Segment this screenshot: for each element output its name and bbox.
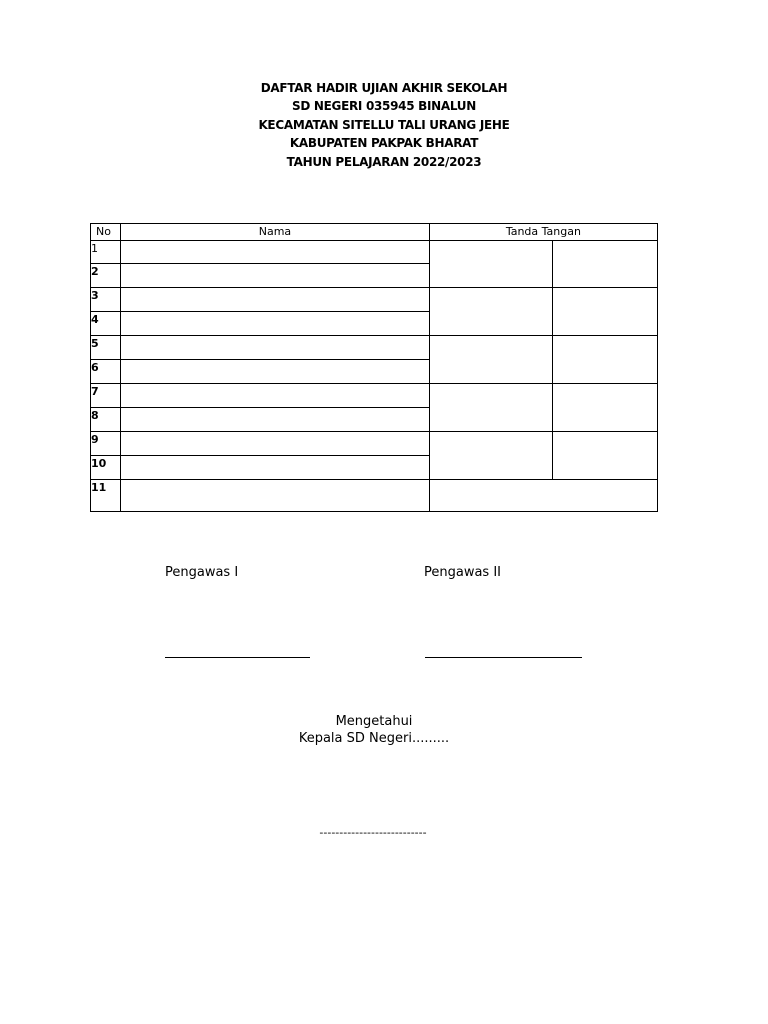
signature-cell-left[interactable] <box>429 384 553 432</box>
column-header-no: No <box>91 224 121 241</box>
header-district: KECAMATAN SITELLU TALI URANG JEHE <box>258 117 510 132</box>
header-title: DAFTAR HADIR UJIAN AKHIR SEKOLAH <box>260 81 508 95</box>
signature-cell-left[interactable] <box>429 288 553 336</box>
kepala-signature-line: --------------------------- <box>319 826 427 839</box>
pengawas-1-signature-line <box>165 657 310 658</box>
name-cell[interactable] <box>121 432 430 456</box>
row-number: 6 <box>91 360 121 384</box>
name-cell[interactable] <box>121 480 430 512</box>
name-cell[interactable] <box>121 312 430 336</box>
attendance-table <box>90 223 658 512</box>
table-row <box>91 241 658 264</box>
table-row <box>91 432 658 456</box>
name-cell[interactable] <box>121 360 430 384</box>
signature-cell-right[interactable] <box>553 336 658 384</box>
kepala-sekolah-label: Kepala SD Negeri......... <box>298 731 450 746</box>
name-cell[interactable] <box>121 264 430 288</box>
header-regency: KABUPATEN PAKPAK BHARAT <box>289 136 479 151</box>
row-number: 7 <box>91 384 121 408</box>
mengetahui-label: Mengetahui <box>335 714 413 729</box>
row-number: 8 <box>91 408 121 432</box>
row-number: 2 <box>91 264 121 288</box>
document-header <box>0 79 768 171</box>
row-number: 4 <box>91 312 121 336</box>
name-cell[interactable] <box>121 336 430 360</box>
name-cell[interactable] <box>121 288 430 312</box>
name-cell[interactable] <box>121 456 430 480</box>
table-row <box>91 288 658 312</box>
name-cell[interactable] <box>121 408 430 432</box>
signature-cell-right[interactable] <box>553 288 658 336</box>
pengawas-2-label: Pengawas II <box>424 565 502 580</box>
signature-cell-merged[interactable] <box>429 480 657 512</box>
row-number: 10 <box>91 456 121 480</box>
table-row <box>91 336 658 360</box>
signature-cell-left[interactable] <box>429 432 553 480</box>
signature-cell-left[interactable] <box>429 336 553 384</box>
pengawas-1-label: Pengawas I <box>165 565 239 580</box>
name-cell[interactable] <box>121 241 430 264</box>
table-row <box>91 384 658 408</box>
name-cell[interactable] <box>121 384 430 408</box>
row-number: 11 <box>91 480 121 512</box>
signature-cell-right[interactable] <box>553 432 658 480</box>
row-number: 1 <box>91 241 121 264</box>
table-row <box>91 480 658 512</box>
signature-cell-right[interactable] <box>553 384 658 432</box>
column-header-signature: Tanda Tangan <box>429 224 657 241</box>
row-number: 3 <box>91 288 121 312</box>
pengawas-2-signature-line <box>425 657 582 658</box>
signature-cell-right[interactable] <box>553 241 658 288</box>
signature-cell-left[interactable] <box>429 241 553 288</box>
row-number: 9 <box>91 432 121 456</box>
column-header-name: Nama <box>121 224 430 241</box>
header-academic-year: TAHUN PELAJARAN 2022/2023 <box>286 154 482 169</box>
row-number: 5 <box>91 336 121 360</box>
header-school: SD NEGERI 035945 BINALUN <box>292 99 476 114</box>
table-header-row <box>91 224 658 241</box>
